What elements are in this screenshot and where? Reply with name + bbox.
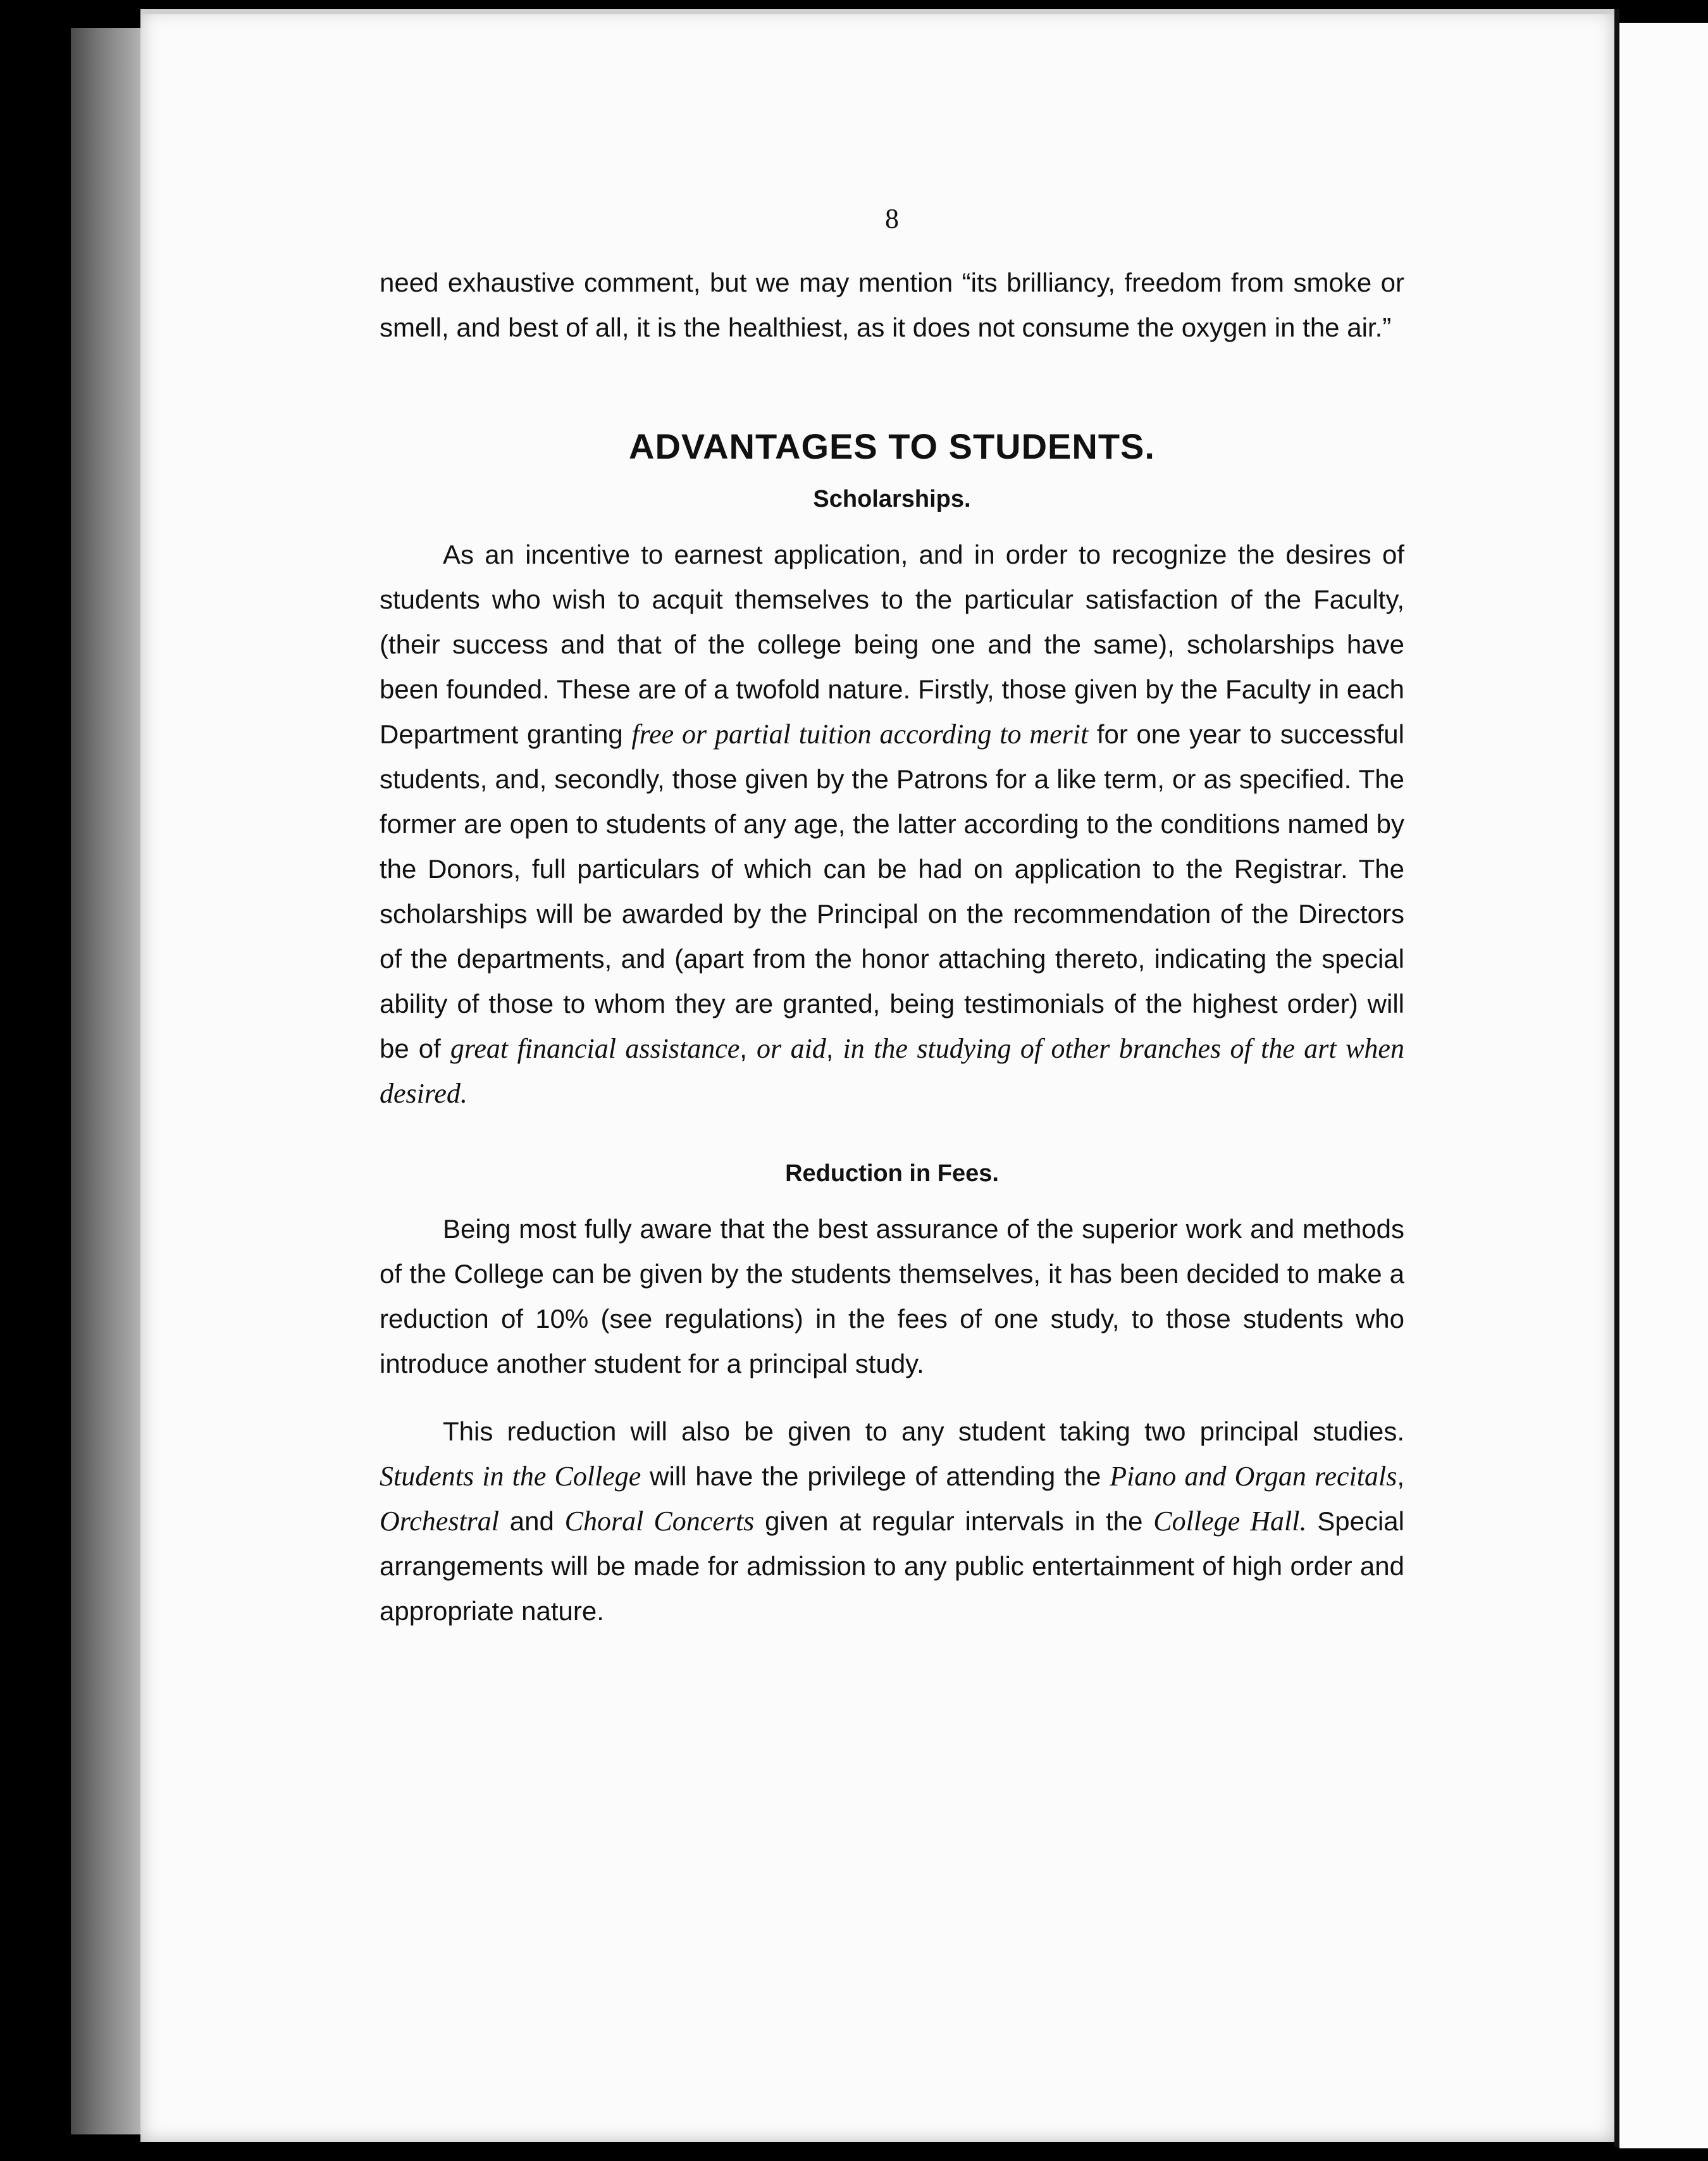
scholarships-italic-2: great financial assistance — [450, 1033, 740, 1064]
scholarships-paragraph — [380, 532, 1404, 1116]
reduction-text-3: , — [1397, 1461, 1404, 1491]
scholarships-heading: Scholarships. — [813, 486, 971, 512]
scholarships-text-1: As an incentive to earnest application, and in order to recognize the desires of students who wish to acquit themselves to the particular satisfaction of the Faculty, (their success and that of the college being one and the same), scholarships have been founded. These are of a twofold nature. Firstly, those given by the Faculty in each Department granting — [380, 540, 1404, 749]
reduction-italic-5: College Hall. — [1153, 1506, 1307, 1537]
reduction-text-5: given at regular intervals in the — [754, 1506, 1154, 1536]
reduction-italic-3: Orchestral — [380, 1506, 500, 1537]
scholarships-text-4: , — [826, 1034, 843, 1063]
reduction-heading: Reduction in Fees. — [785, 1160, 999, 1187]
facing-page-sliver — [1619, 23, 1708, 2148]
book-page-edge — [71, 28, 147, 2134]
book-gutter — [1614, 9, 1619, 2147]
scholarships-text-2: for one year to successful students, and, secondly, those given by the Patrons for a like term, or as specified. The former are open to students of any age, the latter according to the conditions named by the Donors, full particulars of which can be had on application to the Registrar. The scholarships will be awarded by the Principal on the recommendation of the Directors of the departments, and (apart from the honor attaching thereto, indicating the special ability of those to whom they are granted, being testimonials of the highest order) will be of — [380, 719, 1404, 1063]
reduction-text-2: will have the privilege of attending the — [641, 1461, 1110, 1491]
reduction-paragraph-2 — [380, 1409, 1404, 1633]
reduction-italic-2: Piano and Organ recitals — [1110, 1461, 1397, 1492]
reduction-italic-1: Students in the College — [380, 1461, 641, 1492]
page-content — [380, 202, 1404, 1633]
scholarships-italic-4: in the studying of other branches of the art when desired. — [380, 1033, 1404, 1109]
page-number: 8 — [885, 203, 899, 234]
intro-paragraph: need exhaustive comment, but we may mention “its brilliancy, freedom from smoke or smell, and best of all, it is the healthiest, as it does not consume the oxygen in the air.” — [380, 268, 1404, 342]
reduction-text-1: This reduction will also be given to any student taking two principal studies. — [443, 1416, 1404, 1446]
scholarships-text-3: , — [740, 1034, 757, 1063]
scholarships-italic-3: or aid — [757, 1033, 826, 1064]
section-heading: ADVANTAGES TO STUDENTS. — [629, 426, 1155, 466]
page-top-edge — [140, 9, 1614, 14]
reduction-text-6: Special arrangements will be made for admission to any public entertainment of high order and appropriate nature. — [380, 1506, 1404, 1626]
reduction-italic-4: Choral Concerts — [564, 1506, 755, 1537]
reduction-paragraph-1: Being most fully aware that the best assurance of the superior work and methods of the College can be given by the students themselves, it has been decided to make a reduction of 10% (see regulations) in the fees of one study, to those students who introduce another student for a principal study. — [380, 1214, 1404, 1378]
scholarships-italic-1: free or partial tuition according to merit — [631, 719, 1089, 750]
reduction-text-4: and — [499, 1506, 565, 1536]
